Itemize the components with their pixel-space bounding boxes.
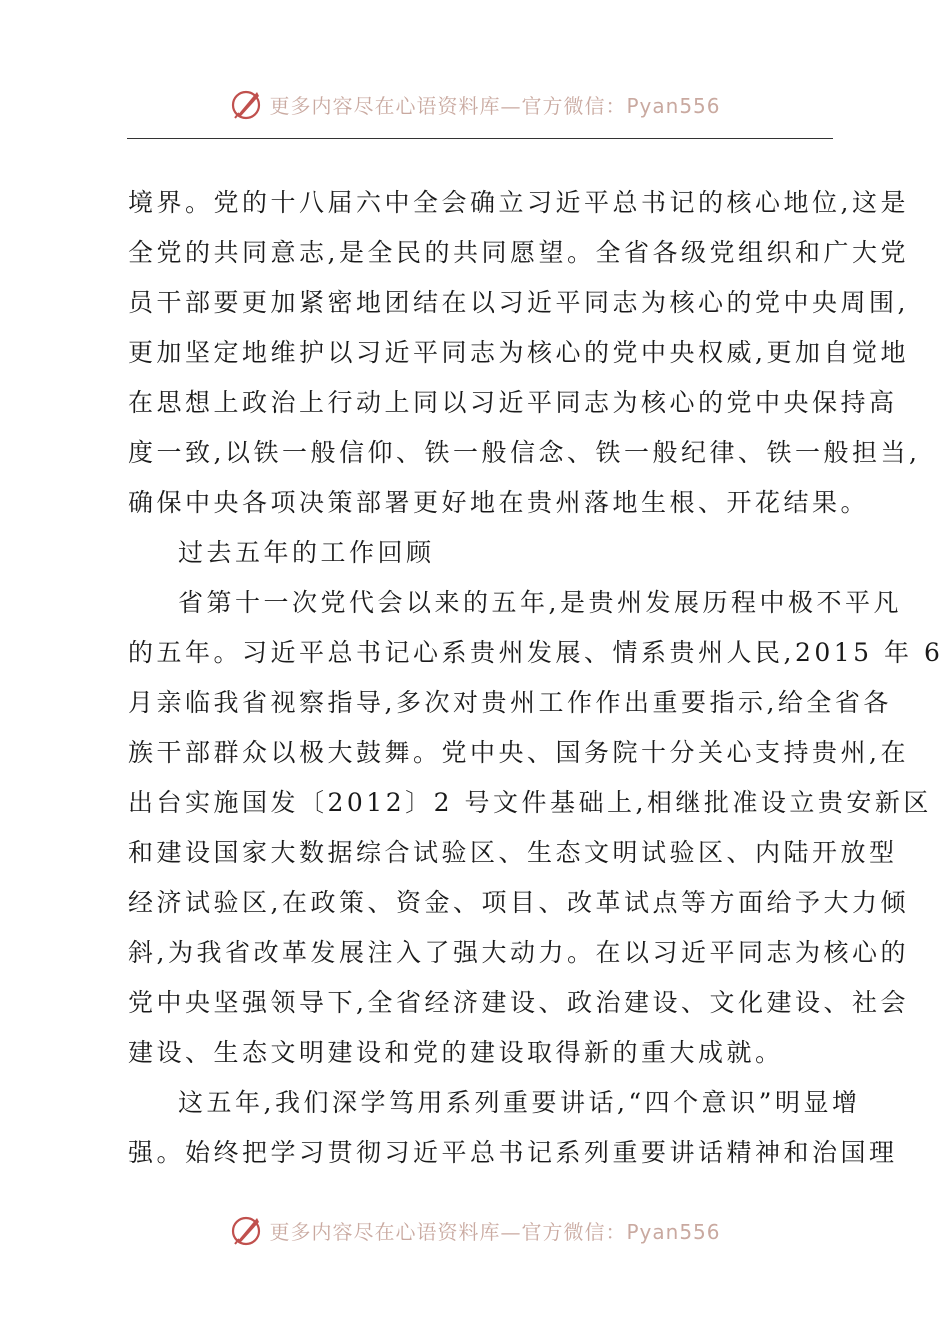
quill-logo-icon xyxy=(229,86,265,122)
text-line: 族干部群众以极大鼓舞。党中央、国务院十分关心支持贵州,在 xyxy=(128,738,909,767)
text-line: 境界。党的十八届六中全会确立习近平总书记的核心地位,这是 xyxy=(128,188,909,217)
document-body xyxy=(128,178,944,1178)
text-line: 党中央坚强领导下,全省经济建设、政治建设、文化建设、社会 xyxy=(128,988,909,1017)
text-line: 强。始终把学习贯彻习近平总书记系列重要讲话精神和治国理 xyxy=(128,1138,898,1167)
header-wechat-id: Pyan556 xyxy=(626,93,721,118)
text-line: 省第十一次党代会以来的五年,是贵州发展历程中极不平凡 xyxy=(178,588,902,617)
footer-banner xyxy=(0,1210,950,1250)
footer-banner-text xyxy=(269,1216,720,1245)
text-line: 确保中央各项决策部署更好地在贵州落地生根、开花结果。 xyxy=(128,488,870,517)
text-line: 出台实施国发〔2012〕2 号文件基础上,相继批准设立贵安新区 xyxy=(128,788,932,817)
text-line: 在思想上政治上行动上同以习近平同志为核心的党中央保持高 xyxy=(128,388,898,417)
text-line: 和建设国家大数据综合试验区、生态文明试验区、内陆开放型 xyxy=(128,838,898,867)
text-line: 斜,为我省改革发展注入了强大动力。在以习近平同志为核心的 xyxy=(128,938,909,967)
text-line: 的五年。习近平总书记心系贵州发展、情系贵州人民,2015 年 6 xyxy=(128,638,944,667)
text-line: 建设、生态文明建设和党的建设取得新的重大成就。 xyxy=(128,1038,784,1067)
quill-logo-icon xyxy=(229,1212,265,1248)
header-banner-label: 更多内容尽在心语资料库—官方微信： xyxy=(269,93,627,118)
footer-wechat-id: Pyan556 xyxy=(626,1219,721,1244)
text-line: 经济试验区,在政策、资金、项目、改革试点等方面给予大力倾 xyxy=(128,888,909,917)
header-divider xyxy=(127,138,833,139)
text-line: 度一致,以铁一般信仰、铁一般信念、铁一般纪律、铁一般担当, xyxy=(128,438,921,467)
footer-banner-label: 更多内容尽在心语资料库—官方微信： xyxy=(269,1219,627,1244)
text-line: 更加坚定地维护以习近平同志为核心的党中央权威,更加自觉地 xyxy=(128,338,909,367)
text-line: 全党的共同意志,是全民的共同愿望。全省各级党组织和广大党 xyxy=(128,238,909,267)
header-banner xyxy=(0,84,950,124)
text-line: 员干部要更加紧密地团结在以习近平同志为核心的党中央周围, xyxy=(128,288,909,317)
header-banner-text xyxy=(269,90,720,119)
text-line: 这五年,我们深学笃用系列重要讲话,“四个意识”明显增 xyxy=(178,1088,861,1117)
text-line: 月亲临我省视察指导,多次对贵州工作作出重要指示,给全省各 xyxy=(128,688,892,717)
text-line: 过去五年的工作回顾 xyxy=(178,538,435,567)
